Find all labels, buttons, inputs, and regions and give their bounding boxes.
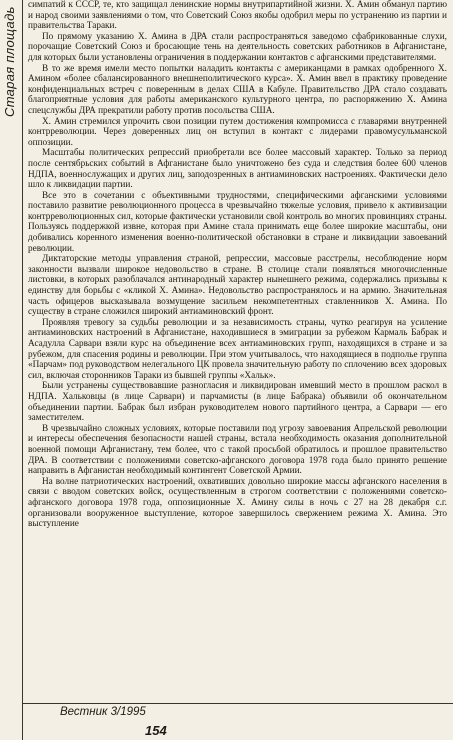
page-number: 154 xyxy=(145,723,167,738)
paragraph-3: В то же время имели место попытки наладить контакты с американцами в рамках одобренного Х. Амином «более сбалансированного внешнеполитического курса». Х. Амин ввел в практику проведение конфиденциальных встреч с поверенным в делах США в Кабуле. Правительство ДРА стало создавать благоприятные условия для работы американского культурного центра, по распоряжению Х. Амина спецслужбы ДРА прекратили работу против посольства США. xyxy=(28,63,447,116)
paragraph-2: По прямому указанию Х. Амина в ДРА стали распространяться заведомо сфабрикованные слухи, порочащие Советский Союз и бросающие тень на деятельность советских работников в Афганистане, для которых были установлены ограничения в поддержании контактов с афганскими представителями. xyxy=(28,31,447,63)
paragraph-5: Масштабы политических репрессий приобретали все более массовый характер. Только за период после сентябрьских событий в Афганистане было уничтожено без суда и следствия более 600 членов НДПА, военнослужащих и других лиц, заподозренных в антиаминовских настроениях. Фактически дело шло к ликвидации партии. xyxy=(28,148,447,191)
paragraph-8: Проявляя тревогу за судьбы революции и за независимость страны, чутко реагируя на усиление антиаминовских настроений в Афганистане, находившиеся в эмиграции за рубежом Кармаль Бабрак и Асадулла Сарвари взяли курс на объединение всех антиаминовских групп, находящихся в стране и за рубежом, для спасения родины и революции. При этом учитывалось, что находящиеся в подполье группа «Парчам» под руководством нелегального ЦК провела значительную работу по сплочению всех здоровых сил, включая сторонников Тараки из бывшей группы «Хальк». xyxy=(28,317,447,381)
paragraph-7: Диктаторские методы управления страной, репрессии, массовые расстрелы, несоблюдение норм законности вызвали широкое недовольство в стране. В столице стали появляться многочисленные листовки, в которых разоблачался антинародный характер нынешнего режима, содержались призывы к единству для борьбы с «кликой Х. Амина». Недовольство распространялось и на армию. Значительная часть офицеров высказывала возмущение засильем некомпетентных ставленников Х. Амина. По существу в стране сложился широкий антиаминовский фронт. xyxy=(28,254,447,318)
paragraph-1: симпатий к СССР, те, кто защищал ленинские нормы внутрипартийной жизни. Х. Амин обманул партию и народ своими заявлениями о том, что Советский Союз якобы одобрил меры по устранению из партии и правительства Тараки. xyxy=(28,0,447,32)
paragraph-4: Х. Амин стремился упрочить свои позиции путем достижения компромисса с главарями внутренней контрреволюции. Через доверенных лиц он вступил в контакт с лидерами правомусульманской оппозиции. xyxy=(28,116,447,148)
page-footer xyxy=(22,703,453,740)
article-body xyxy=(28,0,447,530)
paragraph-6: Все это в сочетании с объективными трудностями, специфическими афганскими условиями поставило развитие революционного процесса в чрезвычайно тяжелые условия, привело к активизации контрреволюционных сил, которые фактически установили свой контроль во многих провинциях страны. Пользуясь поддержкой извне, которая при Амине стала принимать еще более широкие масштабы, они добивались коренного изменения военно-политической обстановки в стране и ликвидации завоеваний революции. xyxy=(28,190,447,254)
section-side-strip xyxy=(0,0,23,740)
journal-issue: Вестник 3/1995 xyxy=(60,706,146,718)
paragraph-10: В чрезвычайно сложных условиях, которые поставили под угрозу завоевания Апрельской революции и интересы обеспечения безопасности нашей страны, встала необходимость оказания дополнительной военной помощи Афганистану, тем более, что с такой просьбой обратилось и прошлое правительство ДРА. В соответствии с положениями советско-афганского договора 1978 года было принято решение направить в Афганистан необходимый контингент Советской Армии. xyxy=(28,423,447,477)
paragraph-11: На волне патриотических настроений, охвативших довольно широкие массы афганского населения в связи с вводом советских войск, осуществленным в строгом соответствии с положениями советско-афганского договора 1978 года, оппозиционные Х. Амину силы в ночь с 27 на 28 декабря с.г. организовали вооруженное выступление, которое завершилось свержением режима Х. Амина. Это выступление xyxy=(28,476,447,530)
section-title: Старая площадь xyxy=(2,6,17,117)
footer-divider xyxy=(22,703,453,704)
paragraph-9: Были устранены существовавшие разногласия и ликвидирован имевший место в прошлом раскол в НДПА. Хальковцы (в лице Сарвари) и парчамисты (в лице Бабрака) объявили об окончательном объединении партии. Бабрак был избран руководителем нового партийного центра, а Сарвари — его заместителем. xyxy=(28,381,447,424)
